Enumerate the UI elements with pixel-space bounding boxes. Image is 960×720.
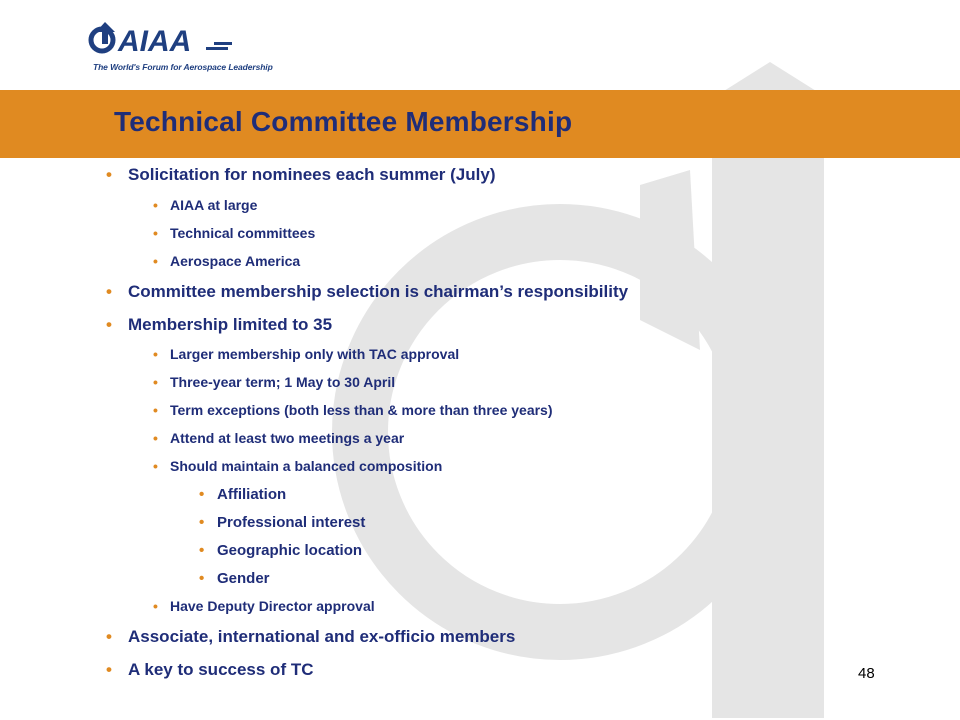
bullet-dot-icon: • bbox=[153, 346, 158, 362]
bullet-item: • A key to success of TC bbox=[106, 660, 314, 679]
bullet-item: • Professional interest bbox=[199, 514, 366, 531]
bullet-item: • Have Deputy Director approval bbox=[153, 598, 375, 614]
slide-title: Technical Committee Membership bbox=[114, 106, 573, 137]
svg-text:AIAA: AIAA bbox=[118, 25, 192, 58]
bullet-item: • Technical committees bbox=[153, 225, 316, 241]
bullet-item: • Should maintain a balanced composition bbox=[153, 458, 443, 474]
bullet-item: • Affiliation bbox=[199, 486, 287, 503]
bullet-item: • Gender bbox=[199, 570, 270, 587]
bullet-dot-icon: • bbox=[153, 598, 158, 614]
bullet-item: • Geographic location bbox=[199, 542, 363, 559]
bullet-item: • Larger membership only with TAC approval bbox=[153, 346, 460, 362]
bullet-dot-icon: • bbox=[199, 570, 205, 587]
bullet-dot-icon: • bbox=[199, 514, 205, 531]
bullet-dot-icon: • bbox=[106, 627, 112, 646]
bullet-dot-icon: • bbox=[106, 165, 112, 184]
bullet-dot-icon: • bbox=[153, 197, 158, 213]
bullet-dot-icon: • bbox=[199, 542, 205, 559]
bullet-dot-icon: • bbox=[153, 430, 158, 446]
bullet-item: • Term exceptions (both less than & more than three years) bbox=[153, 402, 553, 418]
bullet-item: • AIAA at large bbox=[153, 197, 258, 213]
bullet-item: • Aerospace America bbox=[153, 253, 301, 269]
bullet-item: • Associate, international and ex-officio members bbox=[106, 627, 516, 646]
bullet-item: • Three-year term; 1 May to 30 April bbox=[153, 374, 396, 390]
bullet-item: • Committee membership selection is chairman’s responsibility bbox=[106, 282, 629, 301]
bullet-item: • Membership limited to 35 bbox=[106, 315, 333, 334]
logo-tagline: The World's Forum for Aerospace Leadership bbox=[93, 62, 273, 72]
bullet-item: • Attend at least two meetings a year bbox=[153, 430, 405, 446]
bullet-dot-icon: • bbox=[153, 253, 158, 269]
bullet-dot-icon: • bbox=[106, 282, 112, 301]
bullet-dot-icon: • bbox=[153, 458, 158, 474]
bullet-item: • Solicitation for nominees each summer (July) bbox=[106, 165, 496, 184]
bullet-dot-icon: • bbox=[106, 315, 112, 334]
bullet-dot-icon: • bbox=[153, 225, 158, 241]
bullet-dot-icon: • bbox=[153, 402, 158, 418]
bullet-dot-icon: • bbox=[106, 660, 112, 679]
page-number: 48 bbox=[858, 665, 875, 682]
bullet-dot-icon: • bbox=[153, 374, 158, 390]
bullet-dot-icon: • bbox=[199, 486, 205, 503]
